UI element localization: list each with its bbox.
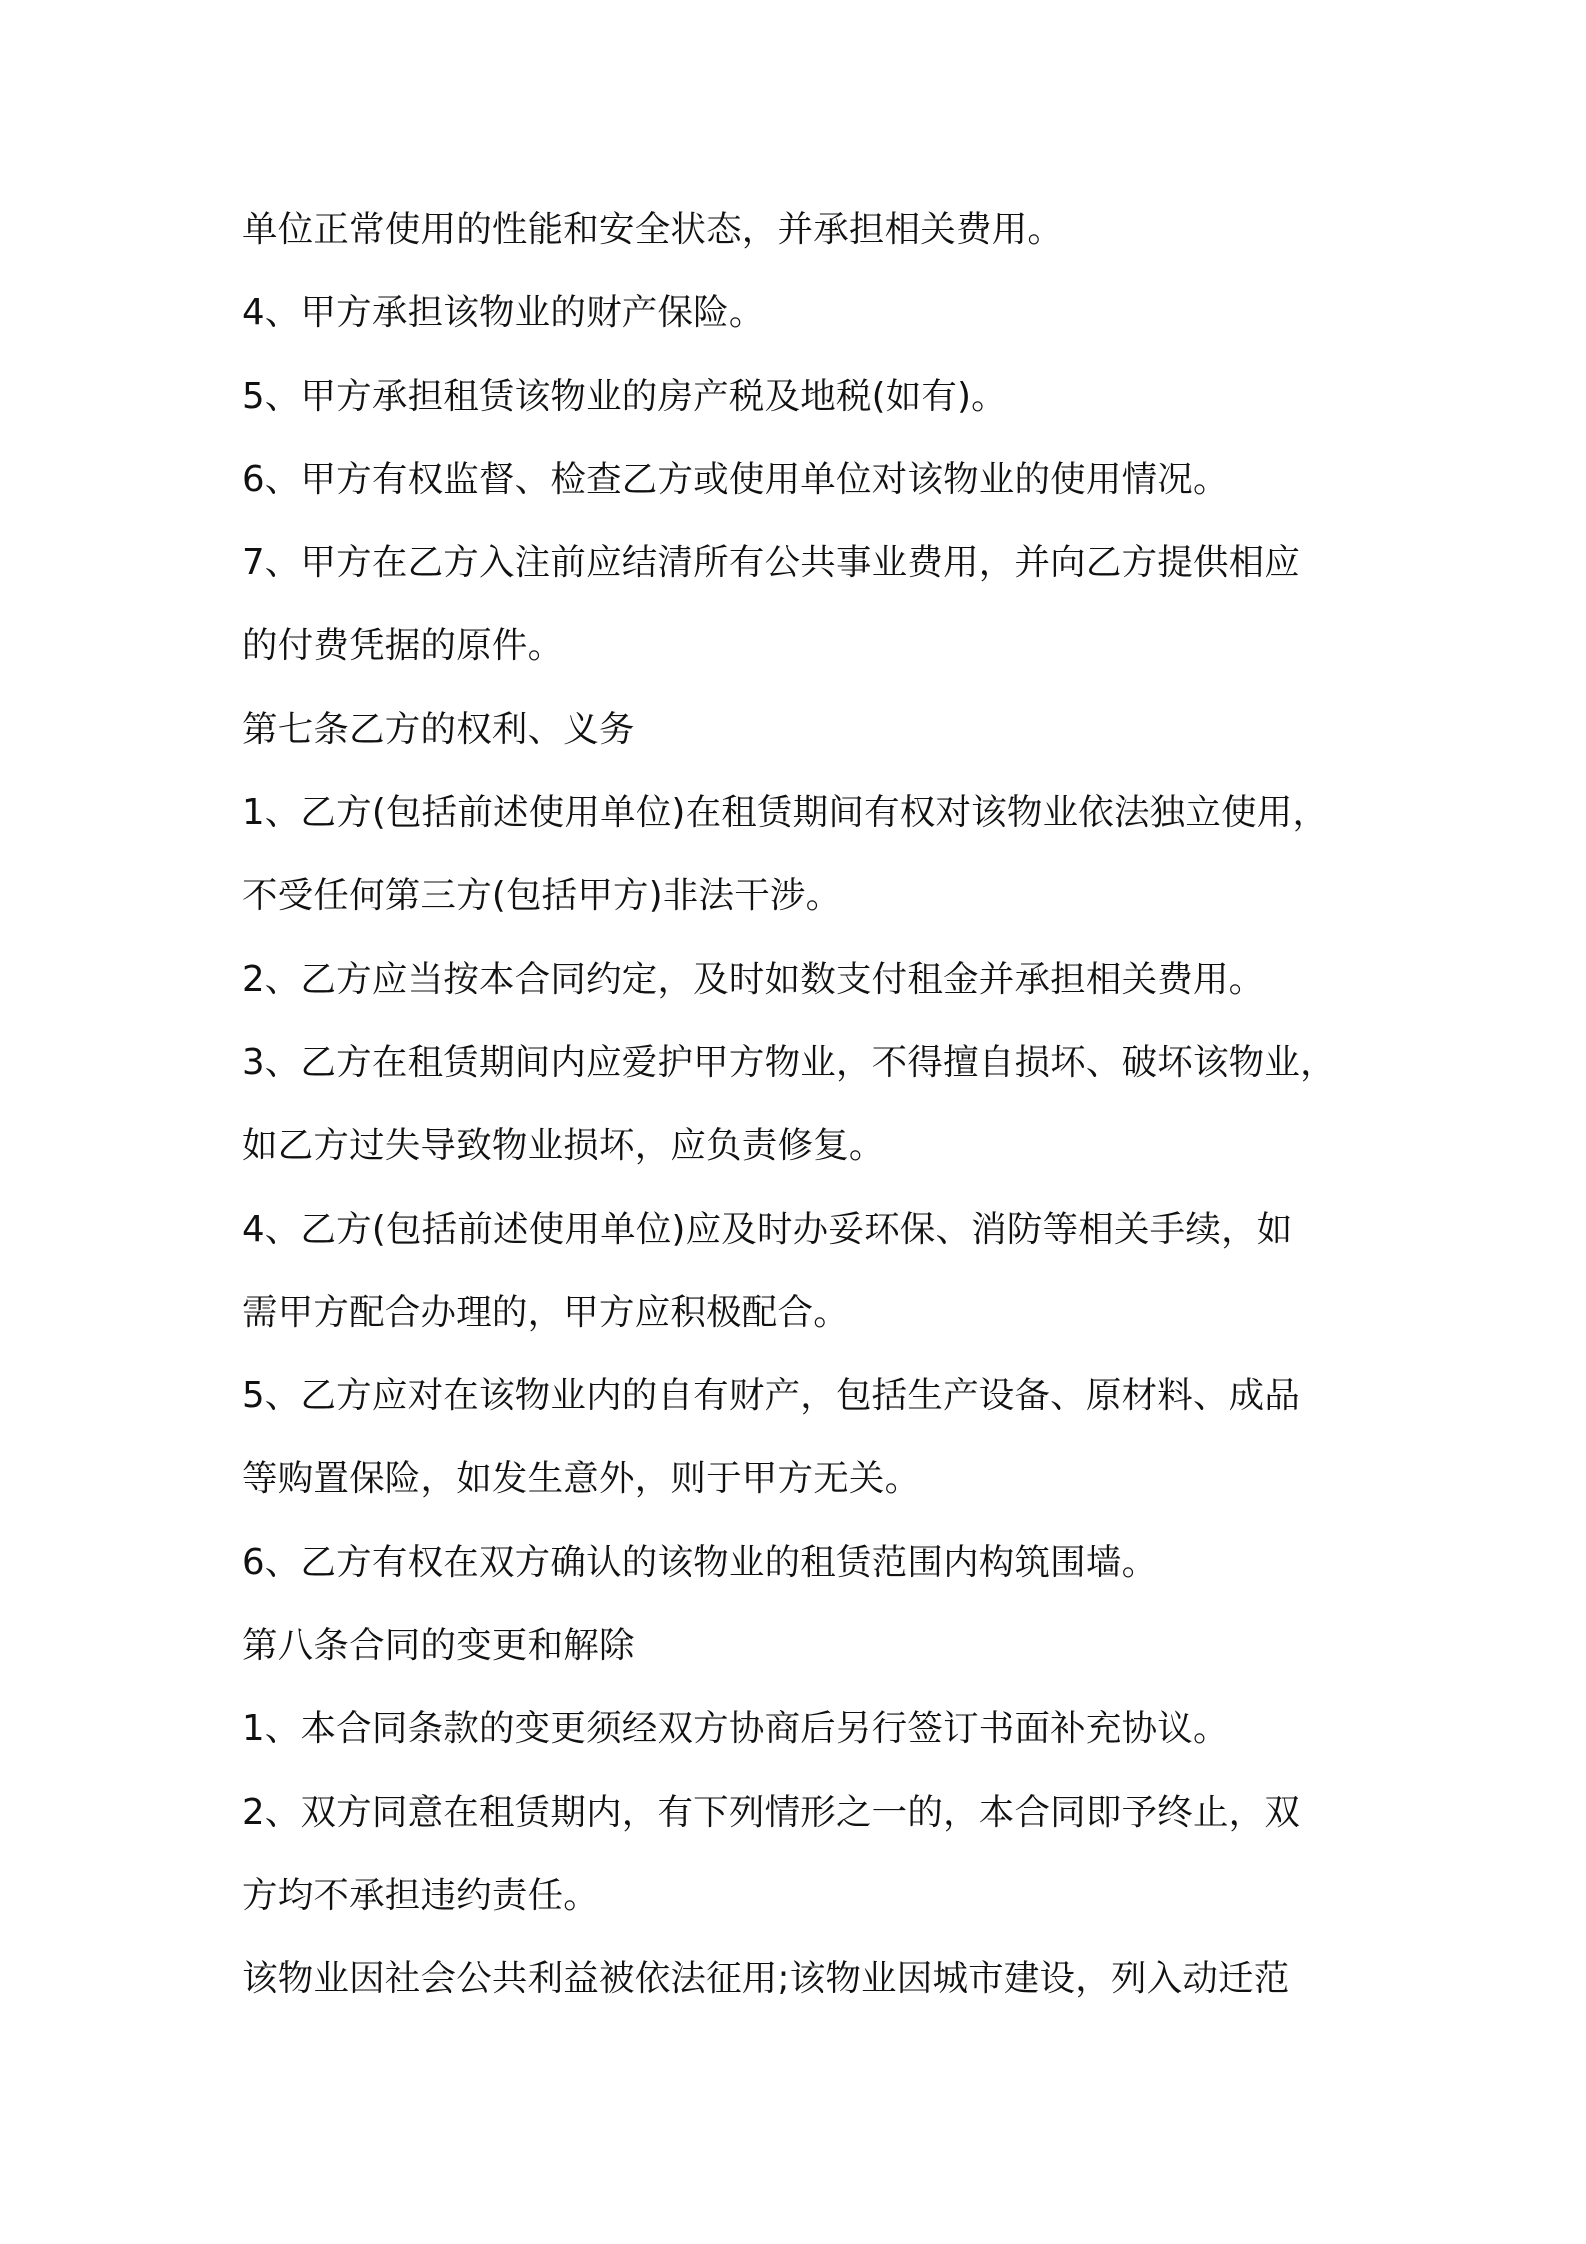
text-line: 不受任何第三方(包括甲方)非法干涉。	[242, 875, 842, 917]
section-heading: 第七条乙方的权利、义务	[242, 708, 635, 750]
text-line: 2、双方同意在租赁期内，有下列情形之一的，本合同即予终止，双	[242, 1791, 1301, 1833]
text-line: 7、甲方在乙方入注前应结清所有公共事业费用，并向乙方提供相应	[242, 542, 1301, 584]
text-line: 的付费凭据的原件。	[242, 625, 564, 667]
text-line: 6、乙方有权在双方确认的该物业的租赁范围内构筑围墙。	[242, 1541, 1158, 1583]
text-line: 5、甲方承担租赁该物业的房产税及地税(如有)。	[242, 375, 1007, 417]
text-line: 6、甲方有权监督、检查乙方或使用单位对该物业的使用情况。	[242, 458, 1229, 500]
text-line: 3、乙方在租赁期间内应爱护甲方物业，不得擅自损坏、破坏该物业，	[242, 1041, 1336, 1083]
text-line: 4、乙方(包括前述使用单位)应及时办妥环保、消防等相关手续，如	[242, 1208, 1293, 1250]
text-line: 单位正常使用的性能和安全状态，并承担相关费用。	[242, 209, 1064, 250]
text-line: 2、乙方应当按本合同约定，及时如数支付租金并承担相关费用。	[242, 958, 1265, 1000]
text-line: 1、乙方(包括前述使用单位)在租赁期间有权对该物业依法独立使用，	[242, 792, 1329, 834]
text-line: 需甲方配合办理的，甲方应积极配合。	[242, 1291, 849, 1333]
section-heading: 第八条合同的变更和解除	[242, 1625, 635, 1667]
text-line: 方均不承担违约责任。	[242, 1874, 600, 1916]
text-line: 5、乙方应对在该物业内的自有财产，包括生产设备、原材料、成品	[242, 1375, 1301, 1417]
text-line: 如乙方过失导致物业损坏，应负责修复。	[242, 1125, 885, 1167]
text-line: 4、甲方承担该物业的财产保险。	[242, 292, 765, 334]
text-line: 该物业因社会公共利益被依法征用;该物业因城市建设，列入动迁范	[242, 1958, 1290, 2000]
text-line: 1、本合同条款的变更须经双方协商后另行签订书面补充协议。	[242, 1708, 1229, 1750]
document-body	[242, 198, 1372, 2031]
text-line: 等购置保险，如发生意外，则于甲方无关。	[242, 1458, 921, 1500]
